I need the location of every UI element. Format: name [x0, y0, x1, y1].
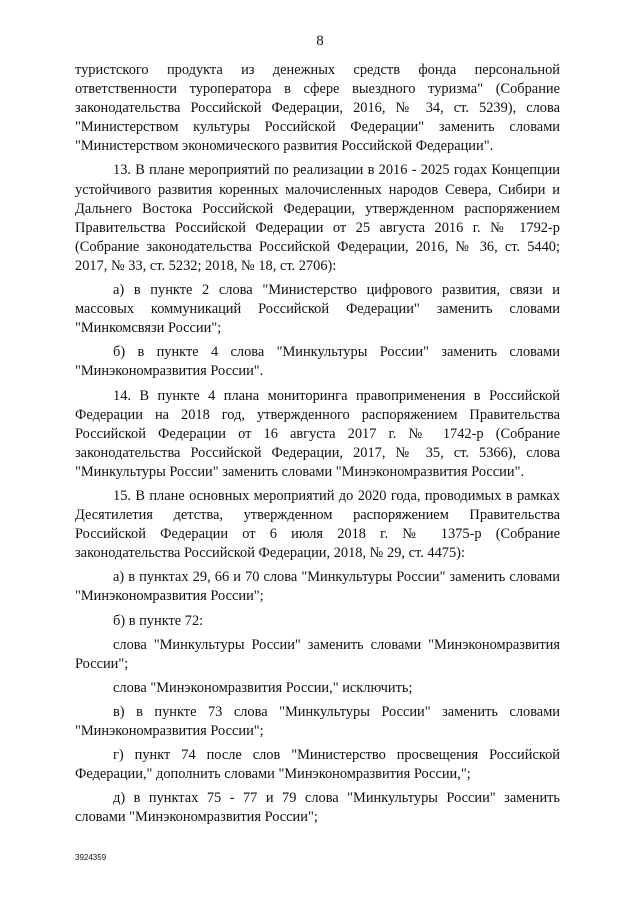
- paragraph-item-15g: г) пункт 74 после слов "Министерство просвещения Российской Федерации," дополнить словами "Минэкономразвития России,";: [75, 747, 560, 783]
- paragraph-item-13a: а) в пункте 2 слова "Министерство цифрового развития, связи и массовых коммуникаций Российской Федерации" заменить словами "Минкомсвязи России";: [75, 282, 560, 337]
- paragraph-item-15a: а) в пунктах 29, 66 и 70 слова "Минкультуры России" заменить словами "Минэкономразвития России";: [75, 569, 560, 605]
- document-code: 3924359: [75, 853, 107, 862]
- page-number: 8: [316, 33, 324, 49]
- paragraph-item-13: 13. В плане мероприятий по реализации в 2016 - 2025 годах Концепции устойчивого развития коренных малочисленных народов Севера, Сибири и Дальнего Востока Российской Федерации, утвержденном распоряжением Правительства Российской Федерации от 25 августа 2016 г. № 1792-р (Собрание законодательства Российской Федерации, 2016, № 36, ст. 5440; 2017, № 33, ст. 5232; 2018, № 18, ст. 2706):: [75, 162, 560, 274]
- paragraph-item-15b-2: слова "Минэкономразвития России," исключить;: [113, 679, 413, 696]
- paragraph-item-15d: д) в пунктах 75 - 77 и 79 слова "Минкультуры России" заменить словами "Минэкономразвития России";: [75, 790, 560, 826]
- paragraph-item-15b-1: слова "Минкультуры России" заменить словами "Минэкономразвития России";: [75, 636, 560, 672]
- paragraph-item-13b: б) в пункте 4 слова "Минкультуры России" заменить словами "Минэкономразвития России".: [75, 344, 560, 380]
- paragraph-item-15b: б) в пункте 72:: [113, 612, 204, 629]
- paragraph-continuation: туристского продукта из денежных средств фонда персональной ответственности туроператора в сфере выездного туризма" (Собрание законодательства Российской Федерации, 2016, № 34, ст. 5239), слова "Министерством культуры Российской Федерации" заменить словами "Министерством экономического развития Российской Федерации".: [75, 62, 560, 155]
- paragraph-item-15: 15. В плане основных мероприятий до 2020 года, проводимых в рамках Десятилетия детства, утвержденном распоряжением Правительства Российской Федерации от 6 июля 2018 г. № 1375-р (Собрание законодательства Российской Федерации, 2018, № 29, ст. 4475):: [75, 487, 560, 562]
- document-body: [75, 61, 560, 832]
- paragraph-item-14: 14. В пункте 4 плана мониторинга правоприменения в Российской Федерации на 2018 год, утвержденного распоряжением Правительства Российской Федерации от 16 августа 2017 г. № 1742-р (Собрание законодательства Российской Федерации, 2017, № 35, ст. 5366), слова "Минкультуры России" заменить словами "Минэкономразвития России".: [75, 387, 560, 480]
- paragraph-item-15v: в) в пункте 73 слова "Минкультуры России" заменить словами "Минэкономразвития России";: [75, 703, 560, 739]
